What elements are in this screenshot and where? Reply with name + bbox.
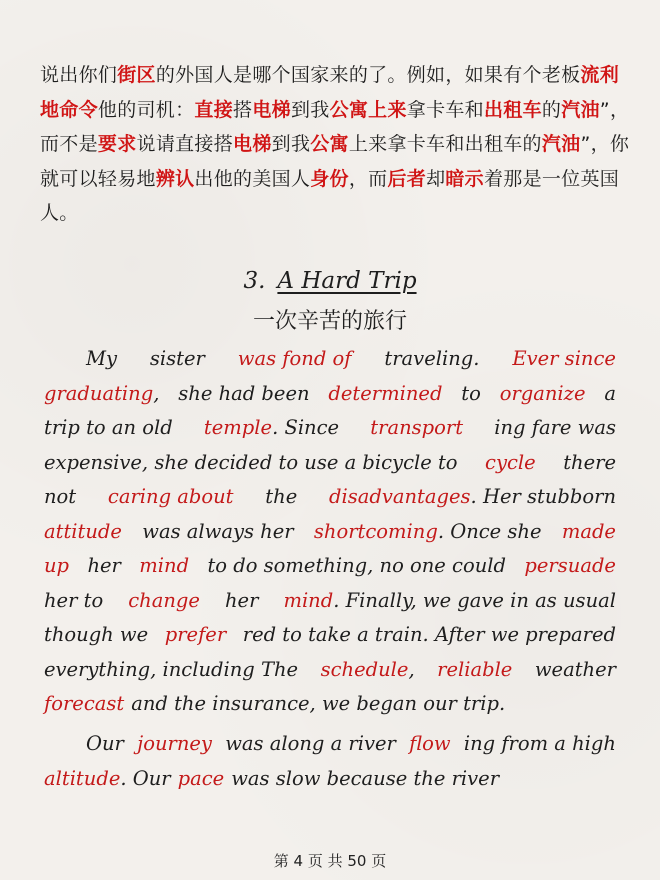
english-paragraph-2 [44,727,616,796]
highlighted-word: mind [283,588,334,612]
word-group [524,549,616,584]
highlighted-word: cycle [485,450,536,474]
word-group [87,549,120,584]
plain-text: a [604,381,616,405]
word-group [604,377,616,412]
plain-text: . Finally, we gave in as usual [333,588,616,612]
word-group [44,446,458,481]
plain-text: . Once she [437,519,542,543]
highlighted-term: 电梯 [252,98,291,121]
word-group [265,480,297,515]
highlighted-term: 公寓 [310,133,349,155]
word-group [44,515,122,550]
plain-text: ing from a high [463,732,616,755]
plain-text: to [461,381,481,405]
word-group [44,584,103,619]
word-group [485,446,536,481]
chinese-paragraph [40,58,630,231]
highlighted-word: organize [499,381,586,405]
highlighted-word: up [44,554,70,577]
highlighted-term: 流利地命令 [40,64,620,121]
text-line [44,342,616,377]
plain-text: was always her [142,519,294,543]
plain-text: . Since [272,416,340,439]
plain-text: her to [44,588,104,612]
word-group [238,342,352,377]
word-group [321,653,415,688]
highlighted-word: forecast [44,692,125,715]
word-group [512,342,616,377]
text-run: 到我 [271,133,311,155]
word-group [329,480,616,515]
text-run: 说出你们 [40,64,118,86]
text-line [44,584,616,619]
word-group [137,727,212,762]
section-number: 3. [243,268,266,294]
text-line [44,446,616,481]
plain-text: though we [44,623,149,646]
word-group [384,342,479,377]
highlighted-term: 身份 [310,167,349,190]
highlighted-word: temple [203,416,273,439]
plain-text: was slow because the river [231,766,500,790]
word-group [86,342,117,377]
plain-text: was along a river [225,732,396,755]
plain-text: ing fare was [494,416,616,439]
plain-text: sister [149,347,205,370]
plain-text: expensive, she decided to use a bicycle to [44,450,458,474]
word-group [535,653,616,688]
highlighted-word: determined [328,381,443,405]
plain-text: everything, including The [44,657,299,681]
word-group [207,549,506,584]
word-group [44,687,124,722]
word-group [409,727,450,762]
word-group [139,549,189,584]
highlighted-word: pace [177,766,225,790]
highlighted-term: 后者 [387,167,427,190]
text-line [44,377,616,412]
word-group [131,687,505,722]
plain-text: the [265,485,298,508]
word-group [464,727,616,762]
word-group [165,618,226,653]
word-group [178,377,309,412]
text-run: ，而 [348,167,388,190]
text-run: 的外国人是哪个国家来的了。例如，如果有个老板 [155,64,581,86]
highlighted-word: change [128,588,200,612]
word-group [225,584,258,619]
highlighted-word: disadvantages [329,485,471,508]
word-group [563,446,616,481]
word-group [44,653,298,688]
text-run: ”，你就可以轻易地 [40,133,630,190]
highlighted-word: journey [137,732,212,755]
highlighted-word: shortcoming [313,519,438,543]
plain-text: she had been [178,381,310,405]
highlighted-word: made [561,519,616,543]
word-group [461,377,481,412]
word-group [314,515,542,550]
plain-text: there [563,450,616,474]
highlighted-word: persuade [524,554,616,577]
highlighted-term: 辨认 [155,167,195,190]
text-line [44,549,616,584]
highlighted-word: transport [370,416,464,439]
word-group [494,411,616,446]
text-run: 拿卡车和 [406,98,484,121]
plain-text: . Her stubborn [470,485,616,508]
plain-text: Our [86,732,124,755]
word-group [108,480,234,515]
text-line [44,762,616,797]
text-line [44,618,616,653]
word-group [150,342,205,377]
text-run: 上来拿卡车和出租车的 [348,133,542,155]
text-run: 的 [541,98,562,121]
highlighted-term: 汽油 [541,133,581,155]
word-group [44,762,171,797]
word-group [44,377,159,412]
plain-text: red to take a train. After we prepared [242,623,616,646]
text-run: 却 [426,167,446,190]
section-title-cn: 一次辛苦的旅行 [252,309,407,334]
text-line [44,687,616,722]
section-title-text: A Hard Trip [277,268,417,294]
word-group [283,584,616,619]
plain-text: . Our [120,766,171,790]
plain-text: her [224,588,259,612]
text-line [44,653,616,688]
highlighted-term: 公寓上来 [329,98,407,121]
plain-text: traveling. [384,347,480,370]
word-group [204,411,339,446]
highlighted-term: 电梯 [233,133,272,155]
highlighted-word: attitude [44,519,122,543]
word-group [562,515,616,550]
text-run: 搭 [233,98,253,121]
plain-text: weather [534,657,616,681]
highlighted-word: caring about [107,485,234,508]
word-group [243,618,616,653]
highlighted-term: 暗示 [445,167,484,190]
highlighted-word: schedule [320,657,409,681]
plain-text: , [153,381,160,405]
section-title-en [0,268,660,294]
highlighted-word: Ever since [512,347,616,370]
highlighted-word: altitude [44,766,121,790]
text-line [44,480,616,515]
word-group [86,727,124,762]
text-run: 说请直接搭 [136,133,234,155]
plain-text: to do something, no one could [207,554,506,577]
highlighted-term: 街区 [117,64,156,86]
word-group [128,584,200,619]
word-group [500,377,586,412]
word-group [328,377,442,412]
plain-text: trip to an old [44,416,173,439]
word-group [44,549,69,584]
text-run: 着那是一位英国人。 [40,167,620,224]
page-footer: 第 4 页 共 50 页 [273,852,387,870]
text-line [44,411,616,446]
word-group [142,515,293,550]
word-group [225,727,396,762]
highlighted-word: was fond of [237,347,352,370]
highlighted-term: 出租车 [483,98,542,121]
word-group [437,653,512,688]
text-run: ”，而不是 [40,98,630,155]
text-line [44,727,616,762]
text-run: 出他的美国人 [194,167,311,190]
highlighted-word: mind [139,554,190,577]
plain-text: her [87,554,121,577]
highlighted-word: prefer [164,623,227,646]
plain-text: My [86,347,117,370]
text-run: 他的司机： [97,98,195,121]
highlighted-word: flow [409,732,451,755]
word-group [44,618,148,653]
plain-text: , [408,657,415,681]
word-group [231,762,499,797]
word-group [178,762,225,797]
highlighted-term: 汽油 [561,98,600,121]
word-group [370,411,463,446]
plain-text: and the insurance, we began our trip. [131,692,506,715]
highlighted-term: 直接 [194,98,234,121]
english-paragraph-1 [44,342,616,722]
highlighted-word: reliable [437,657,513,681]
text-line [44,515,616,550]
plain-text: not [44,485,77,508]
word-group [44,480,76,515]
text-run: 到我 [290,98,330,121]
highlighted-term: 要求 [97,133,137,155]
word-group [44,411,173,446]
highlighted-word: graduating [44,381,154,405]
